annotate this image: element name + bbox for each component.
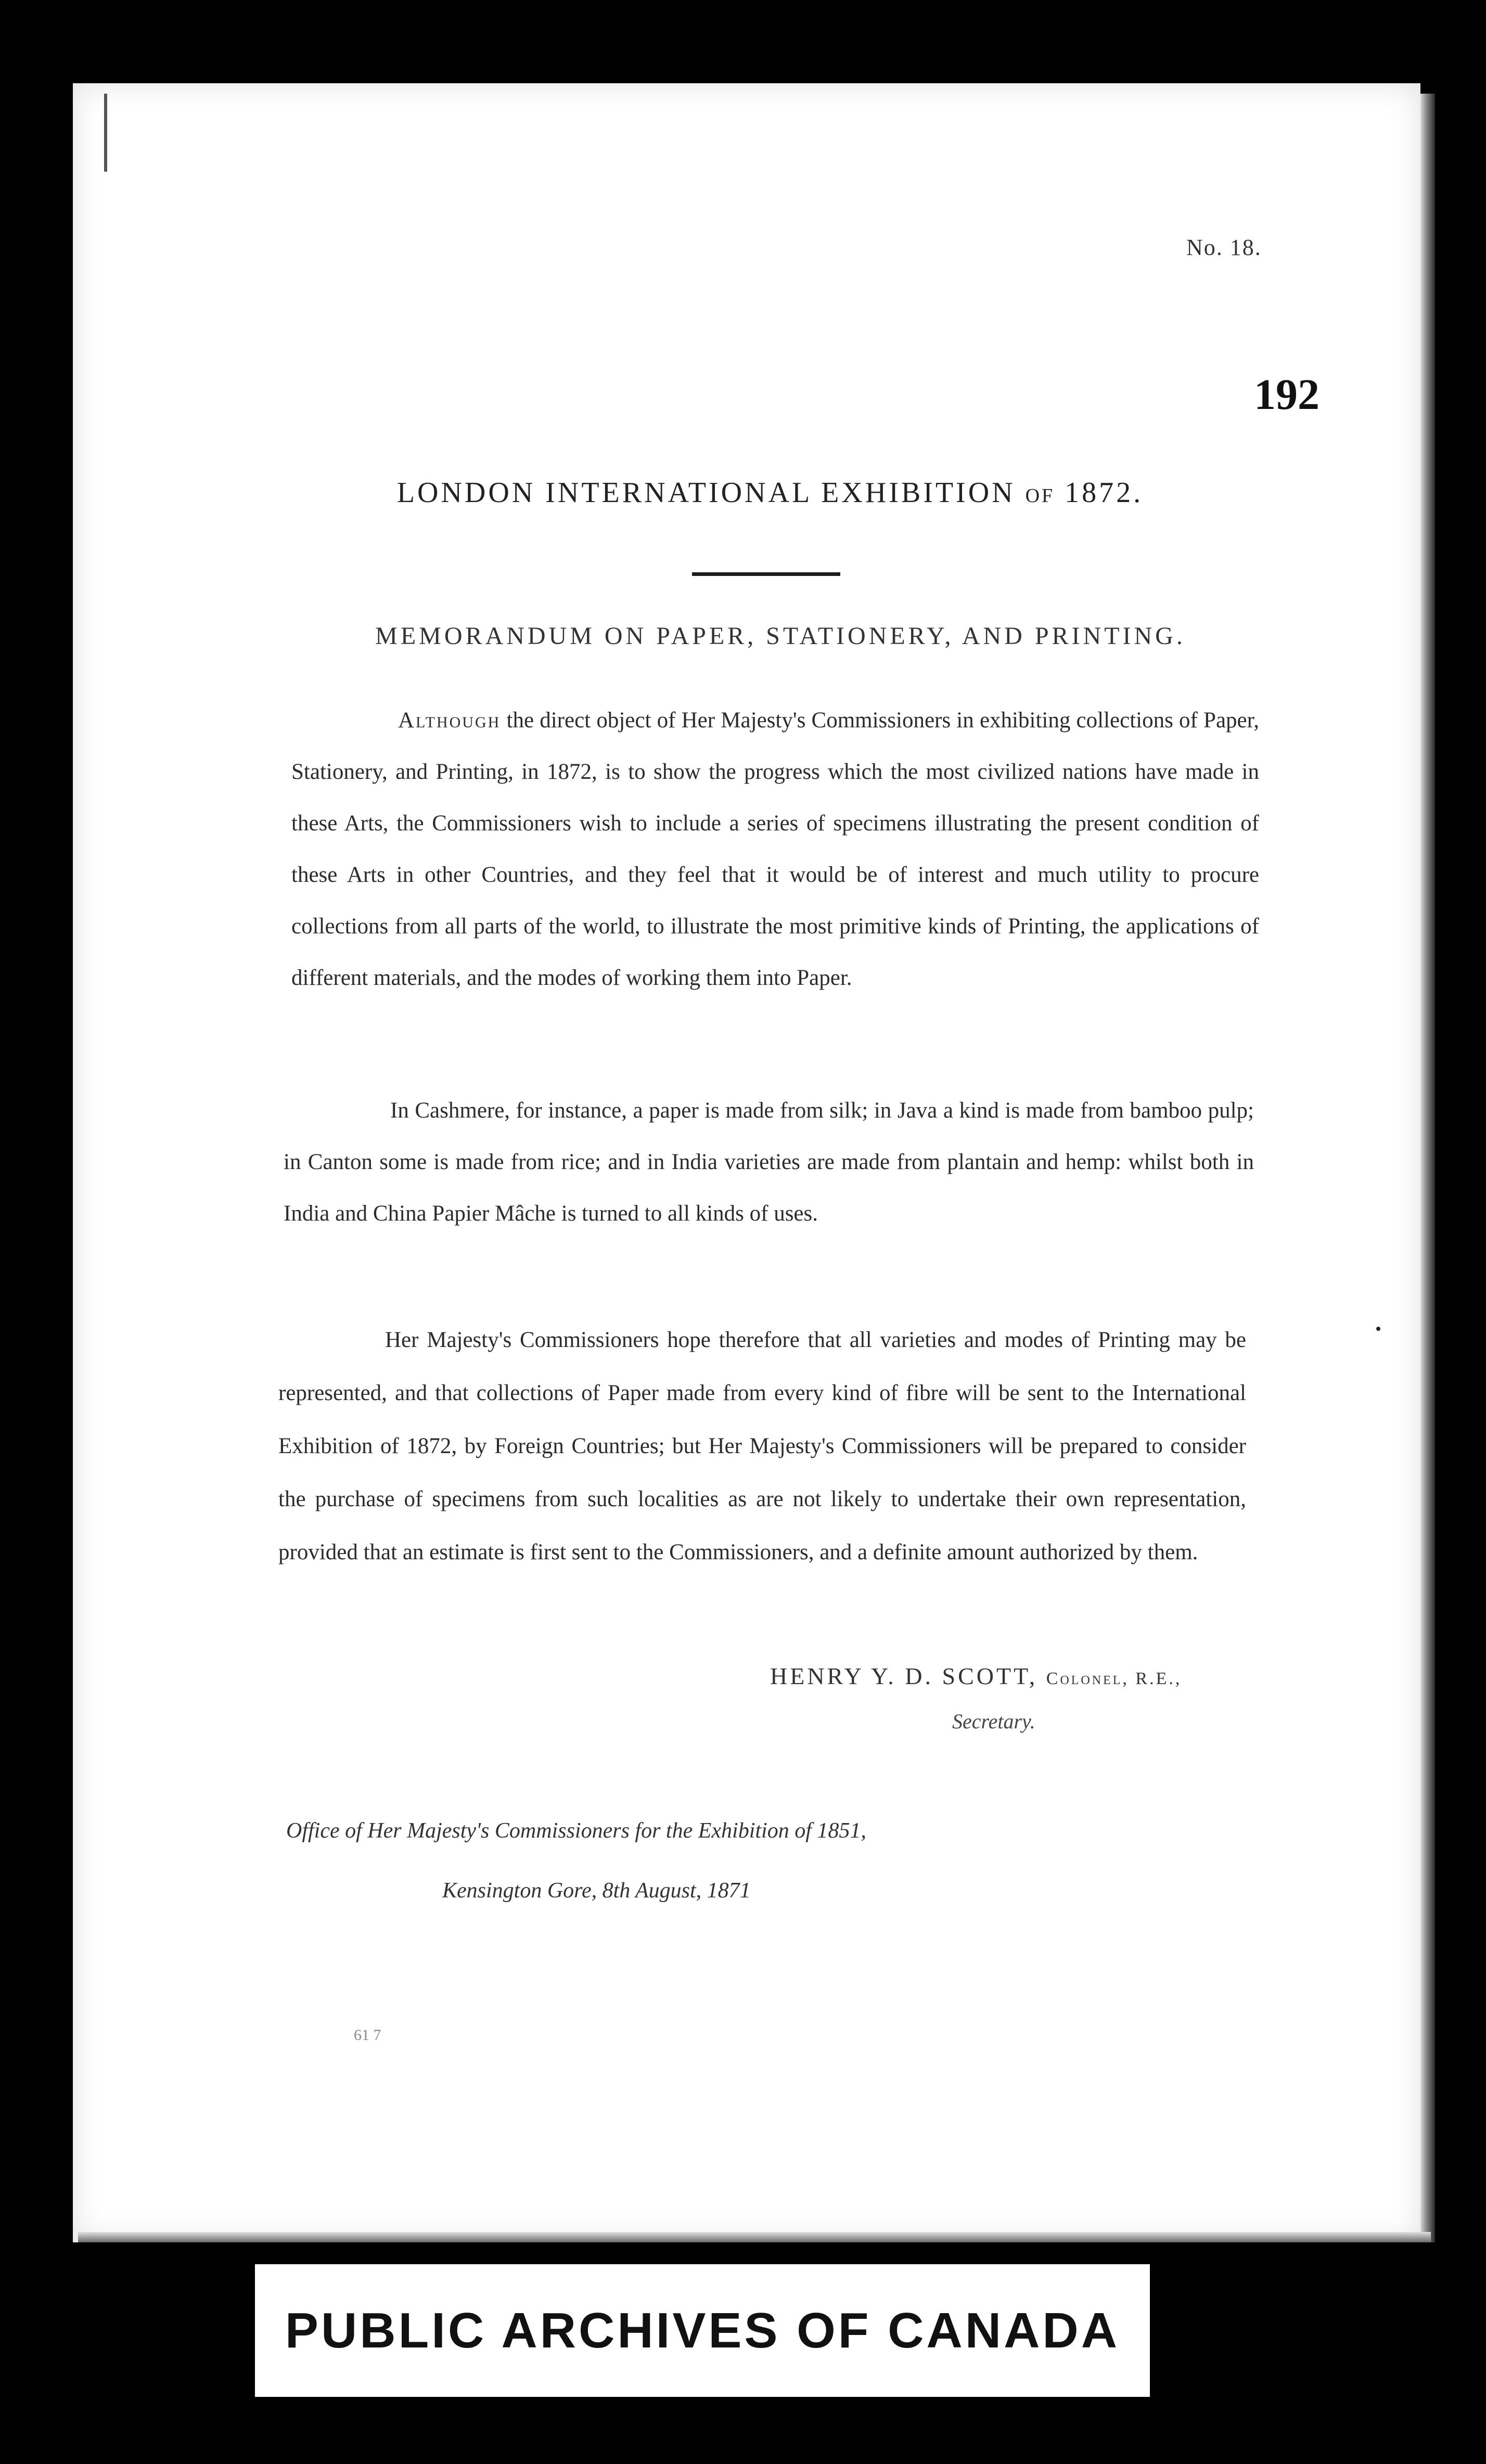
memorandum-heading: MEMORANDUM ON PAPER, STATIONERY, AND PRINTING.: [375, 622, 1186, 650]
paragraph-1: [291, 695, 1259, 1004]
page-edge-shadow: [1420, 94, 1435, 2242]
printer-code: 61 7: [354, 2026, 381, 2044]
document-title: [0, 476, 1486, 509]
document-number: No. 18.: [1186, 235, 1262, 260]
signatory-name: HENRY Y. D. SCOTT,: [770, 1663, 1038, 1689]
page-bottom-edge: [78, 2232, 1431, 2242]
signatory-rank: Colonel, R.E.,: [1046, 1669, 1182, 1688]
paragraph-1-lead-word: Although: [398, 708, 501, 733]
paragraph-1-text: the direct object of Her Majesty's Commissioners in exhibiting collections of Paper, Stationery, and Printing, in 1872, is to show the progress which the most civilized nations have made in these Arts, the Commissioners wish to include a series of specimens illustrating the present condition of these Arts in other Countries, and they feel that it would be of interest and much utility to procure collections from all parts of the world, to illustrate the most primitive kinds of Printing, the applications of different materials, and the modes of working them into Paper.: [291, 708, 1259, 990]
folio-number: 192: [1254, 370, 1320, 419]
page-left-edge: [104, 94, 107, 172]
title-main: LONDON INTERNATIONAL EXHIBITION: [396, 477, 1016, 509]
scan-speck: [1376, 1327, 1380, 1331]
office-address: Office of Her Majesty's Commissioners for the Exhibition of 1851,: [286, 1819, 866, 1843]
title-of: OF: [1025, 485, 1055, 507]
archive-stamp: [255, 2264, 1150, 2397]
paragraph-3: Her Majesty's Commissioners hope therefore that all varieties and modes of Printing may be represented, and that collections of Paper made from every kind of fibre will be sent to the International Exhibition of 1872, by Foreign Countries; but Her Majesty's Commissioners will be prepared to consider the purchase of specimens from such localities as are not likely to undertake their own representation, provided that an estimate is first sent to the Commissioners, and a definite amount authorized by them.: [278, 1328, 1246, 1564]
signature-line: [770, 1662, 1182, 1690]
title-rule: [692, 572, 840, 576]
date-line: Kensington Gore, 8th August, 1871: [442, 1879, 751, 1903]
archive-stamp-text: PUBLIC ARCHIVES OF CANADA: [285, 2302, 1120, 2358]
signatory-title: Secretary.: [952, 1710, 1035, 1733]
paragraph-2: In Cashmere, for instance, a paper is made from silk; in Java a kind is made from bamboo pulp; in Canton some is made from rice; and in India varieties are made from plantain and hemp: whilst both in India and China Papier Mâche is turned to all kinds of uses.: [284, 1098, 1254, 1226]
title-year: 1872.: [1065, 477, 1144, 509]
